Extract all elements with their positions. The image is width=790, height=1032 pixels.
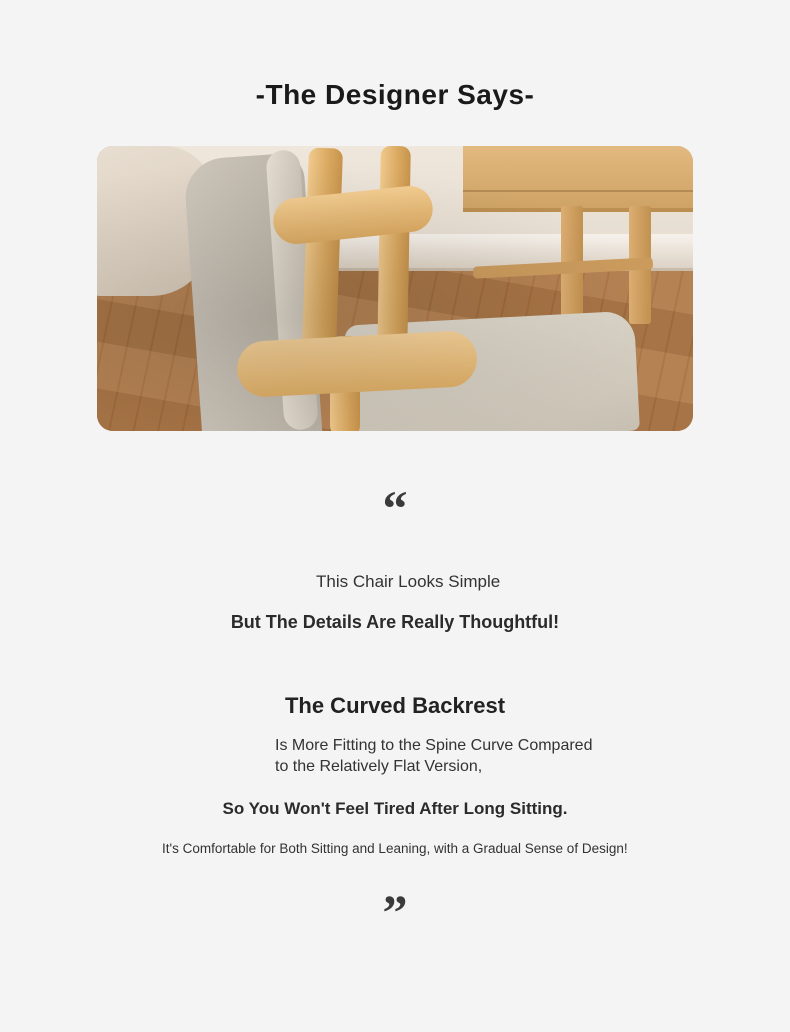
quote-open-icon: “ — [382, 479, 408, 536]
quote-close-icon: ” — [382, 883, 408, 940]
copy-line-2: But The Details Are Really Thoughtful! — [230, 611, 560, 632]
copy-subtitle: The Curved Backrest — [284, 693, 506, 719]
page-title: -The Designer Says- — [255, 79, 535, 110]
product-photo-image — [97, 146, 693, 431]
copy-note: It's Comfortable for Both Sitting and Leaning, with a Gradual Sense of Design! — [162, 840, 628, 856]
photo-shadow-overlay — [97, 146, 693, 431]
copy-paragraph: Is More Fitting to the Spine Curve Compared to the Relatively Flat Version, — [275, 736, 593, 776]
copy-line-1: This Chair Looks Simple — [316, 571, 501, 591]
designer-copy-block — [0, 571, 790, 859]
copy-emphasis: So You Won't Feel Tired After Long Sitting. — [222, 798, 568, 818]
product-photo — [97, 146, 693, 431]
